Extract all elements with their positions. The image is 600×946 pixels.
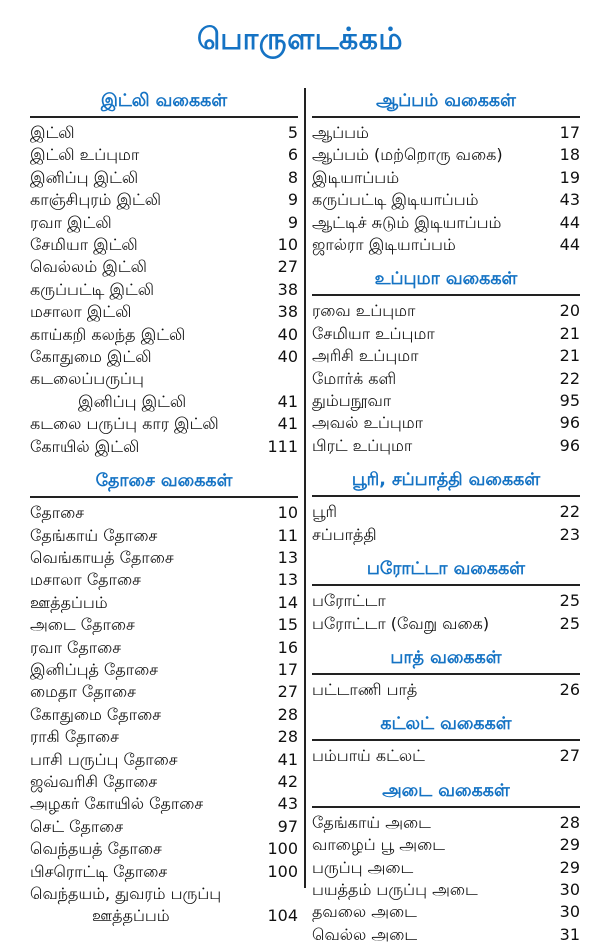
- toc-entry[interactable]: [312, 412, 580, 434]
- page-number: 44: [559, 212, 580, 232]
- page-number: 14: [277, 592, 298, 612]
- toc-entry[interactable]: [312, 501, 580, 523]
- entry-name: ஆட்டிச் சுடும் இடியாப்பம்: [312, 212, 502, 232]
- entry-name: சேமியா இட்லி: [30, 235, 138, 255]
- page-number: 41: [277, 414, 298, 434]
- toc-entry[interactable]: [312, 167, 580, 189]
- entry-name: பிசரொட்டி தோசை: [30, 861, 168, 881]
- page-number: 44: [559, 235, 580, 255]
- page-number: 17: [277, 659, 298, 679]
- toc-entry[interactable]: [30, 659, 298, 681]
- entry-name: தேங்காய் அடை: [312, 812, 431, 832]
- entry-name: அழகர் கோயில் தோசை: [30, 794, 204, 814]
- section-heading: உப்புமா வகைகள்: [312, 266, 580, 296]
- column-divider: [304, 88, 306, 888]
- entry-name: கடலை பருப்பு கார இட்லி: [30, 414, 219, 434]
- entry-name: ரவா தோசை: [30, 637, 122, 657]
- entry-name: வெல்ல அடை: [312, 924, 418, 944]
- entry-name: வெந்தயம், துவரம் பருப்பு: [30, 884, 222, 903]
- entry-name: ரவா இட்லி: [30, 212, 112, 232]
- toc-entry[interactable]: [312, 368, 580, 390]
- toc-entry[interactable]: [312, 524, 580, 546]
- entry-name: வெந்தயத் தோசை: [30, 839, 162, 859]
- entry-name: வெங்காயத் தோசை: [30, 547, 174, 567]
- entry-name: பயத்தம் பருப்பு அடை: [312, 879, 478, 899]
- section-heading: இட்லி வகைகள்: [30, 88, 298, 118]
- page-number: 100: [267, 839, 298, 859]
- toc-entry[interactable]: [312, 901, 580, 923]
- entry-name: தும்பநூவா: [312, 391, 392, 411]
- page-number: 25: [559, 591, 580, 611]
- toc-entry[interactable]: [30, 279, 298, 301]
- entry-continuation: [30, 905, 298, 927]
- page-number: 27: [277, 257, 298, 277]
- toc-entry[interactable]: [30, 861, 298, 883]
- section-heading: கட்லட் வகைகள்: [312, 711, 580, 741]
- page-number: 22: [559, 368, 580, 388]
- toc-entry[interactable]: [30, 502, 298, 524]
- toc-entry[interactable]: [30, 368, 298, 413]
- page-number: 10: [277, 235, 298, 255]
- page-number: 30: [559, 902, 580, 922]
- entry-name: வெல்லம் இட்லி: [30, 257, 147, 277]
- page-number: 11: [277, 525, 298, 545]
- page-number: 29: [559, 857, 580, 877]
- page-number: 16: [277, 637, 298, 657]
- entry-name: பரோட்டா (வேறு வகை): [312, 613, 490, 633]
- toc-entry[interactable]: [30, 144, 298, 166]
- toc-entry[interactable]: [30, 547, 298, 569]
- page-number: 15: [277, 615, 298, 635]
- toc-entry[interactable]: [312, 745, 580, 767]
- page-number: 27: [559, 746, 580, 766]
- toc-entry[interactable]: [30, 525, 298, 547]
- page-number: 26: [559, 679, 580, 699]
- page-number: 95: [559, 391, 580, 411]
- toc-entry[interactable]: [30, 413, 298, 435]
- entry-name: செட் தோசை: [30, 816, 124, 836]
- page-number: 9: [287, 190, 298, 210]
- entry-name: ஆப்பம் (மற்றொரு வகை): [312, 145, 503, 165]
- page-number: 38: [277, 279, 298, 299]
- page-number: 10: [277, 503, 298, 523]
- entry-name: பம்பாய் கட்லட்: [312, 746, 425, 766]
- section-heading: பரோட்டா வகைகள்: [312, 556, 580, 586]
- toc-entry[interactable]: [30, 749, 298, 771]
- toc-entry[interactable]: [312, 323, 580, 345]
- entry-name: இட்லி: [30, 123, 75, 142]
- entry-name: இட்லி உப்புமா: [30, 145, 140, 165]
- section-heading: தோசை வகைகள்: [30, 468, 298, 498]
- page-number: 42: [277, 771, 298, 791]
- toc-entry[interactable]: [30, 793, 298, 815]
- page-number: 6: [287, 145, 298, 165]
- right-column: [312, 88, 580, 946]
- page-number: 104: [267, 906, 298, 926]
- entry-name: மைதா தோசை: [30, 682, 137, 702]
- page-number: 17: [559, 123, 580, 142]
- page-number: 21: [559, 323, 580, 343]
- toc-entry[interactable]: [30, 301, 298, 323]
- entry-name: பிரட் உப்புமா: [312, 435, 413, 455]
- page-number: 40: [277, 347, 298, 367]
- toc-entry[interactable]: [312, 144, 580, 166]
- page-number: 97: [277, 816, 298, 836]
- entry-name: இடியாப்பம்: [312, 167, 400, 187]
- page-number: 40: [277, 324, 298, 344]
- entry-name: இனிப்பு இட்லி: [30, 167, 139, 187]
- page-number: 111: [267, 436, 298, 456]
- toc-entry[interactable]: [30, 726, 298, 748]
- page-number: 25: [559, 613, 580, 633]
- entry-name: சேமியா உப்புமா: [312, 323, 435, 343]
- entry-name: ஜால்ரா இடியாப்பம்: [312, 235, 456, 255]
- page-number: 18: [559, 145, 580, 165]
- entry-name-continued: இனிப்பு இட்லி: [78, 391, 187, 411]
- toc-entry[interactable]: [312, 679, 580, 701]
- entry-name: பட்டாணி பாத்: [312, 679, 418, 699]
- page-number: 28: [559, 812, 580, 832]
- toc-entry[interactable]: [30, 122, 298, 144]
- toc-entry[interactable]: [312, 234, 580, 256]
- entry-name: இனிப்புத் தோசை: [30, 659, 159, 679]
- toc-entry[interactable]: [312, 857, 580, 879]
- page-number: 43: [559, 190, 580, 210]
- entry-name: கருப்பட்டி இடியாப்பம்: [312, 190, 479, 210]
- toc-entry[interactable]: [312, 212, 580, 234]
- page-number: 41: [277, 391, 298, 411]
- toc-entry[interactable]: [30, 234, 298, 256]
- entry-continuation: [30, 391, 298, 413]
- entry-name: வாழைப் பூ அடை: [312, 835, 445, 855]
- toc-entry[interactable]: [312, 812, 580, 834]
- toc-entry[interactable]: [30, 771, 298, 793]
- entry-name: காய்கறி கலந்த இட்லி: [30, 324, 186, 344]
- entry-name: ரவை உப்புமா: [312, 301, 416, 321]
- page-number: 27: [277, 682, 298, 702]
- page-number: 13: [277, 570, 298, 590]
- toc-entry[interactable]: [30, 838, 298, 860]
- toc-entry[interactable]: [312, 879, 580, 901]
- toc-entry[interactable]: [30, 592, 298, 614]
- entry-name-continued: ஊத்தப்பம்: [92, 906, 170, 926]
- page-number: 30: [559, 879, 580, 899]
- entry-name: காஞ்சிபுரம் இட்லி: [30, 190, 162, 210]
- toc-entry[interactable]: [30, 256, 298, 278]
- entry-name: கோயில் இட்லி: [30, 436, 140, 456]
- entry-name: அவல் உப்புமா: [312, 413, 424, 433]
- page-number: 23: [559, 524, 580, 544]
- entry-name: அடை தோசை: [30, 615, 135, 635]
- toc-entry[interactable]: [312, 345, 580, 367]
- entry-name: ஊத்தப்பம்: [30, 592, 108, 612]
- toc-entry[interactable]: [30, 167, 298, 189]
- toc-entry[interactable]: [312, 590, 580, 612]
- toc-entry[interactable]: [30, 569, 298, 591]
- page-number: 22: [559, 502, 580, 522]
- entry-name: பரோட்டா: [312, 591, 386, 611]
- page-number: 96: [559, 413, 580, 433]
- section-heading: ஆப்பம் வகைகள்: [312, 88, 580, 118]
- page-number: 38: [277, 302, 298, 322]
- entry-name: அரிசி உப்புமா: [312, 346, 419, 366]
- entry-name: ஆப்பம்: [312, 123, 369, 142]
- toc-entry[interactable]: [312, 613, 580, 635]
- page-number: 41: [277, 749, 298, 769]
- entry-name: சப்பாத்தி: [312, 524, 377, 544]
- section-heading: பூரி, சப்பாத்தி வகைகள்: [312, 467, 580, 497]
- left-column: [30, 88, 298, 928]
- page-number: 96: [559, 435, 580, 455]
- entry-name: கடலைப்பருப்பு: [30, 369, 144, 389]
- entry-name: ராகி தோசை: [30, 727, 119, 747]
- toc-entry[interactable]: [30, 704, 298, 726]
- toc-entry[interactable]: [312, 189, 580, 211]
- page-number: 31: [559, 924, 580, 944]
- page-number: 5: [287, 123, 298, 142]
- toc-entry[interactable]: [30, 212, 298, 234]
- toc-entry[interactable]: [30, 883, 298, 928]
- entry-name: பருப்பு அடை: [312, 857, 414, 877]
- toc-entry[interactable]: [30, 816, 298, 838]
- toc-entry[interactable]: [312, 435, 580, 457]
- entry-name: மசாலா தோசை: [30, 570, 141, 590]
- entry-name: ஜவ்வரிசி தோசை: [30, 771, 158, 791]
- entry-name: தேங்காய் தோசை: [30, 525, 158, 545]
- page-number: 21: [559, 346, 580, 366]
- page-number: 29: [559, 835, 580, 855]
- page-number: 8: [287, 167, 298, 187]
- page-number: 28: [277, 727, 298, 747]
- page-number: 19: [559, 167, 580, 187]
- toc-entry[interactable]: [30, 189, 298, 211]
- toc-entry[interactable]: [30, 637, 298, 659]
- toc-entry[interactable]: [30, 436, 298, 458]
- section-heading: அடை வகைகள்: [312, 778, 580, 808]
- toc-entry[interactable]: [312, 390, 580, 412]
- toc-entry[interactable]: [312, 300, 580, 322]
- toc-entry[interactable]: [312, 122, 580, 144]
- entry-name: பூரி: [312, 502, 338, 522]
- toc-entry[interactable]: [30, 346, 298, 368]
- entry-name: தவலை அடை: [312, 902, 417, 922]
- entry-name: கோதுமை இட்லி: [30, 347, 152, 367]
- section-heading: பாத் வகைகள்: [312, 645, 580, 675]
- toc-entry[interactable]: [30, 324, 298, 346]
- page-number: 100: [267, 861, 298, 881]
- toc-entry[interactable]: [30, 681, 298, 703]
- page-number: 20: [559, 301, 580, 321]
- toc-entry[interactable]: [312, 834, 580, 856]
- entry-name: கருப்பட்டி இட்லி: [30, 279, 155, 299]
- entry-name: மசாலா இட்லி: [30, 302, 132, 322]
- page-number: 43: [277, 794, 298, 814]
- entry-name: மோர்க் களி: [312, 368, 397, 388]
- page-number: 28: [277, 704, 298, 724]
- page-number: 9: [287, 212, 298, 232]
- toc-entry[interactable]: [312, 924, 580, 946]
- toc-entry[interactable]: [30, 614, 298, 636]
- entry-name: பாசி பருப்பு தோசை: [30, 749, 178, 769]
- entry-name: கோதுமை தோசை: [30, 704, 162, 724]
- page-number: 13: [277, 547, 298, 567]
- page-title: பொருளடக்கம்: [196, 22, 404, 57]
- entry-name: தோசை: [30, 503, 85, 523]
